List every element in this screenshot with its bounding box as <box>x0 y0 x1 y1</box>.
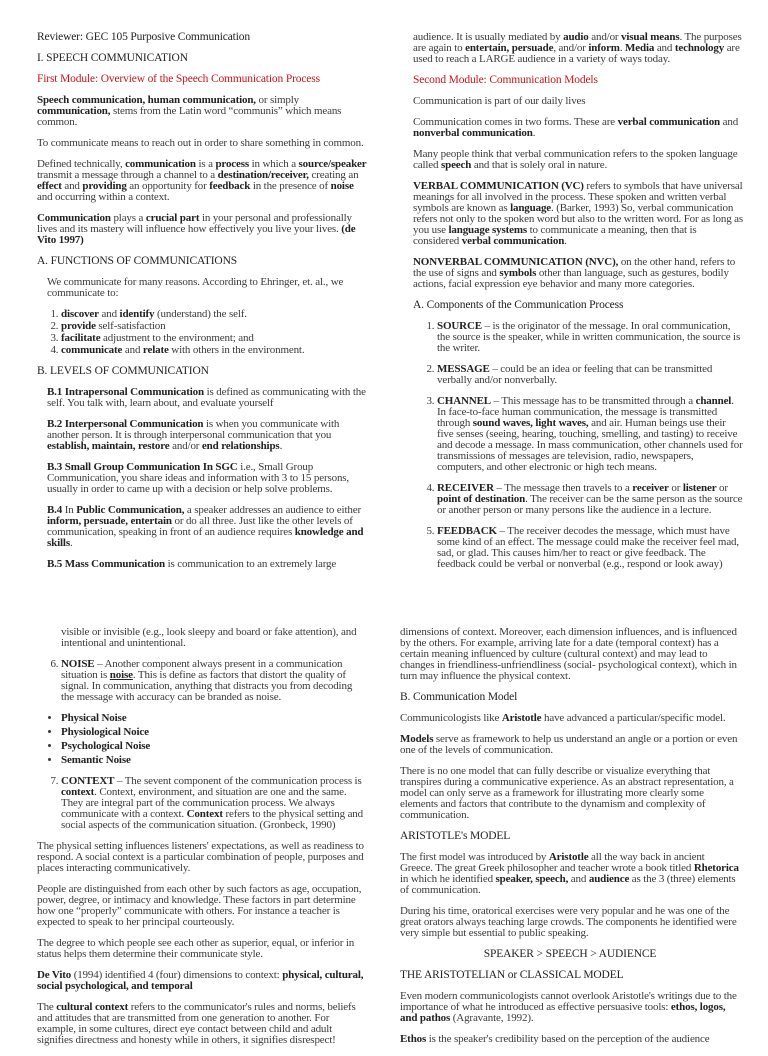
text-run: with others in the environment. <box>168 344 305 356</box>
text-run: and/or <box>588 31 622 43</box>
bold-term: language systems <box>448 224 528 236</box>
bold-term: discover <box>61 308 99 320</box>
text-run: B. LEVELS OF COMMUNICATION <box>37 365 209 377</box>
numbered-list <box>37 659 367 703</box>
text-run: In <box>62 504 77 516</box>
bold-term: inform <box>588 42 620 54</box>
list-item <box>61 713 367 724</box>
bold-term: Aristotle <box>548 851 589 863</box>
bold-term: Media <box>625 42 655 54</box>
bold-term: speech <box>440 159 472 171</box>
bold-term: noise <box>330 180 354 192</box>
text-run: transmit a message through a channel to a <box>37 169 218 181</box>
bold-term: verbal communication <box>617 116 721 128</box>
paragraph <box>37 884 367 928</box>
bold-term: Models <box>400 733 434 745</box>
text-run: and <box>654 42 675 54</box>
text-run: in which he identified <box>400 873 496 885</box>
paragraph <box>37 938 367 960</box>
text-run: or <box>668 482 683 494</box>
bold-term: SOURCE <box>437 320 482 332</box>
text-run: Even modern communicologists cannot overlook Aristotle's writings due to the importance of what he introduced as effective persuasive tools: <box>400 990 737 1013</box>
bold-term: feedback <box>209 180 251 192</box>
bold-term: speaker, speech, <box>495 873 569 885</box>
text-run: all the way back in ancient Greece. The great Greek philosopher and teacher wrote a book titled <box>400 851 705 874</box>
section-heading <box>37 366 367 377</box>
page-1-left-column <box>37 32 367 580</box>
bold-term: B.4 <box>47 504 63 516</box>
module-heading <box>413 75 743 86</box>
paragraph <box>400 713 740 724</box>
text-run: adjustment to the environment; and <box>100 332 254 344</box>
paragraph <box>400 991 740 1024</box>
text-run: or do all three. Just like the other levels of communication, speaking in front of an audience requires <box>47 515 353 538</box>
text-run: and/or <box>169 440 202 452</box>
paragraph <box>37 159 367 203</box>
text-run: and that is solely oral in nature. <box>471 159 608 171</box>
page-2-right-column <box>400 626 740 1045</box>
text-run: creating an <box>308 169 359 181</box>
bold-term: Public Communication, <box>76 504 185 516</box>
bold-term: receiver <box>632 482 669 494</box>
bold-term: Ethos <box>400 1033 427 1045</box>
bold-term: point of destination <box>437 493 526 505</box>
text-run: is communication to an extremely large <box>165 558 337 570</box>
text-run: visible or invisible (e.g., look sleepy and board or fake attention), and intentional and unintentional. <box>61 626 357 649</box>
bold-term: Context <box>186 808 223 820</box>
text-run: or <box>716 482 728 494</box>
bold-term: NONVERBAL COMMUNICATION (NVC), <box>413 256 619 268</box>
bold-term: NOISE <box>61 658 95 670</box>
text-run: – This message has to be transmitted through a <box>490 395 696 407</box>
paragraph <box>400 852 740 896</box>
bold-term: technology <box>674 42 725 54</box>
text-run: is defined as communicating with the self. You talk with, learn about, and evaluate yourself <box>47 386 366 409</box>
bold-term: effect <box>37 180 62 192</box>
text-run: Second Module: Communication Models <box>413 74 598 86</box>
bold-term: Physical Noise <box>61 712 127 724</box>
bold-term: symbols <box>499 267 537 279</box>
text-run: We communicate for many reasons. According to Ehringer, et. al., we communicate to: <box>47 276 344 299</box>
paragraph <box>400 766 740 821</box>
bold-term: provide <box>61 320 96 332</box>
text-run: , and/or <box>553 42 589 54</box>
text-run: – could be an idea or feeling that can be transmitted verbally and/or nonverbally. <box>437 363 713 386</box>
list-item <box>61 333 367 344</box>
bullet-list <box>37 713 367 766</box>
paragraph <box>400 734 740 756</box>
bold-term: ethos, logos, and pathos <box>400 1001 726 1024</box>
text-run: . <box>279 440 283 452</box>
text-run: – The receiver decodes the message, which must have some kind of an effect. The message could make the receiver feel mad, sad, or glad. This causes him/her to react or give feedback. The feedback could be verbal or nonverbal (e.g., respond or look away) <box>437 525 740 570</box>
paragraph <box>413 149 743 171</box>
text-run: – is the originator of the message. In oral communication, the source is the speaker, while in written communication, the source is the writer. <box>437 320 741 354</box>
text-run: . <box>564 235 567 247</box>
text-run: – The message then travels to a <box>493 482 633 494</box>
text-run: self-satisfaction <box>95 320 166 332</box>
bold-term: context <box>61 786 95 798</box>
text-run: During his time, oratorical exercises were very popular and he was one of the great orators always teaching large crowds. The components he identified were very simple but essential to public speaking. <box>400 905 737 939</box>
bold-term: noise <box>109 669 133 681</box>
bold-term: process <box>215 158 250 170</box>
bold-term: B.3 Small Group Communication In SGC <box>47 461 238 473</box>
list-item <box>61 309 367 320</box>
bold-term: MESSAGE <box>437 363 490 375</box>
text-run: ARISTOTLE's MODEL <box>400 830 511 842</box>
text-run: in the presence of <box>250 180 331 192</box>
text-run: (Agravante, 1992). <box>450 1012 534 1024</box>
bold-term: channel <box>695 395 732 407</box>
paragraph <box>37 970 367 992</box>
text-run: are used to reach a LARGE audience in a variety of ways today. <box>413 42 740 65</box>
text-run: on the other hand, refers to the use of signs and <box>413 256 736 279</box>
list-item <box>61 741 367 752</box>
paragraph <box>413 32 743 65</box>
bold-term: physical, cultural, social psychological, and temporal <box>37 969 364 992</box>
list-item <box>61 345 367 356</box>
paragraph <box>37 95 367 128</box>
text-run: in your personal and professionally lives and its mastery will influence how effectively you live your lives. <box>37 212 352 235</box>
bold-term: Speech communication, human communication, <box>37 94 256 106</box>
section-heading <box>413 300 743 311</box>
list-item <box>437 526 743 570</box>
bold-term: crucial part <box>145 212 200 224</box>
text-run: dimensions of context. Moreover, each dimension influences, and is influenced by the others. For example, arriving late for a date (temporal context) has a certain meaning influenced by culture (cultural context) and may lead to changes in friendliness-unfriendliness (social- psychological context), which in turn may influence the physical context. <box>400 626 737 682</box>
page-separator <box>0 606 768 620</box>
text-run: as the 3 (three) elements of communication. <box>400 873 736 896</box>
text-run: . <box>69 537 73 549</box>
text-run: or simply <box>255 94 300 106</box>
text-run: Defined technically, <box>37 158 126 170</box>
paragraph <box>413 257 743 290</box>
text-run: B. Communication Model <box>400 691 518 703</box>
bold-term: source/speaker <box>298 158 367 170</box>
text-run: I. SPEECH COMMUNICATION <box>37 52 188 64</box>
text-run: plays a <box>110 212 146 224</box>
paragraph <box>400 906 740 939</box>
text-run: and air. Human beings use their five senses (seeing, hearing, touching, smelling, and tasting) to receive and decode a message. In mass communication, other channels used for transmissions of messages are television, radio, newspapers, computers, and other electronic or high tech means. <box>437 417 743 473</box>
bold-term: language <box>510 202 552 214</box>
module-heading <box>37 74 367 85</box>
text-run: a speaker addresses an audience to either <box>184 504 361 516</box>
bold-term: nonverbal communication <box>413 127 533 139</box>
list-item <box>437 483 743 516</box>
bold-term: Physiological Noice <box>61 726 149 738</box>
page-1-right-column <box>413 32 743 580</box>
text-run: stems from the Latin word “communis” which means common. <box>37 105 342 128</box>
text-run: . The receiver can be the same person as the source or another person or many persons like the audience in a lecture. <box>437 493 743 516</box>
text-run: (1994) identified 4 (four) dimensions to context: <box>71 969 283 981</box>
text-run: and <box>568 873 589 885</box>
bold-term: communicate <box>61 344 123 356</box>
text-run: A. Components of the Communication Process <box>413 299 624 311</box>
paragraph <box>400 1034 740 1045</box>
text-run: is when you communicate with another person. It is through interpersonal communication that you <box>47 418 340 441</box>
bold-term: CONTEXT <box>61 775 115 787</box>
text-run: . (Barker, 1993) So, verbal communication refers not only to the spoken word but also to the written word. For as long as you use <box>413 202 744 236</box>
text-run: and <box>122 344 143 356</box>
bold-term: cultural context <box>56 1001 129 1013</box>
text-run: . <box>532 127 536 139</box>
list-item <box>437 396 743 473</box>
paragraph <box>413 96 743 107</box>
bold-term: listener <box>682 482 717 494</box>
text-run: Many people think that verbal communication refers to the spoken language called <box>413 148 738 171</box>
list-item <box>437 364 743 386</box>
list-item <box>61 727 367 738</box>
bold-term: CHANNEL <box>437 395 491 407</box>
list-item <box>437 321 743 354</box>
model-formula <box>400 949 740 960</box>
text-run: . Context, environment, and situation are one and the same. They are integral part of the communication process. We always communicate with a context. <box>61 786 347 820</box>
text-run: . This is define as factors that distort the quality of signal. In communication, anything that distracts you from decoding the message with accuracy can be branded as noise. <box>61 669 353 703</box>
list-item <box>61 776 367 831</box>
section-heading <box>37 32 367 43</box>
paragraph <box>37 419 367 452</box>
text-run: The first model was introduced by <box>400 851 549 863</box>
text-run: and <box>98 308 120 320</box>
text-run: Reviewer: GEC 105 Purposive Communication <box>37 31 250 43</box>
text-run: The physical setting influences listeners' expectations, as well as readiness to respond. A social context is a particular combination of people, purposes and places interacting communicatively. <box>37 840 364 874</box>
list-item <box>61 755 367 766</box>
text-run: and <box>61 180 83 192</box>
text-run: is a <box>195 158 216 170</box>
bold-term: audio <box>563 31 589 43</box>
text-run: Communicologists like <box>400 712 502 724</box>
bold-term: visual means <box>621 31 680 43</box>
bold-term: RECEIVER <box>437 482 494 494</box>
text-run: and occurring within a context. <box>37 191 170 203</box>
paragraph <box>37 627 367 649</box>
bold-term: relate <box>142 344 169 356</box>
text-run: Communication is part of our daily lives <box>413 95 586 107</box>
bold-term: inform, persuade, entertain <box>47 515 172 527</box>
text-run: – The sevent component of the communication process is <box>114 775 362 787</box>
numbered-list <box>413 321 743 570</box>
text-run: SPEAKER > SPEECH > AUDIENCE <box>483 948 657 960</box>
bold-term: FEEDBACK <box>437 525 497 537</box>
bold-term: establish, maintain, restore <box>47 440 170 452</box>
text-run: A. FUNCTIONS OF COMMUNICATIONS <box>37 255 237 267</box>
paragraph <box>37 462 367 495</box>
bold-term: sound waves, light waves, <box>472 417 589 429</box>
text-run: The <box>37 1001 57 1013</box>
text-run: audience. It is usually mediated by <box>413 31 564 43</box>
bold-term: (de Vito 1997) <box>37 223 356 246</box>
bold-term: communication, <box>37 105 111 117</box>
text-run: – Another component always present in a communication situation is <box>61 658 343 681</box>
text-run: have advanced a particular/specific model. <box>541 712 726 724</box>
text-run: People are distinguished from each other by such factors as age, occupation, power, degree, or intimacy and knowledge. These factors in part determine how one “properly” communicate with others. For instance a teacher is expected to speak to her principal courteously. <box>37 883 362 928</box>
bold-term: facilitate <box>61 332 101 344</box>
paragraph <box>413 117 743 139</box>
text-run: THE ARISTOTELIAN or CLASSICAL MODEL <box>400 969 624 981</box>
text-run: serve as framework to help us understand an angle or a portion or even one of the levels of communication. <box>400 733 738 756</box>
bold-term: VERBAL COMMUNICATION (VC) <box>413 180 584 192</box>
bold-term: Communication <box>37 212 111 224</box>
bold-term: Psychological Noise <box>61 740 151 752</box>
text-run: and <box>720 116 739 128</box>
text-run: refers to symbols that have universal meanings for all involved in the process. These spoken and written verbal symbols are known as <box>413 180 743 214</box>
section-heading <box>400 970 740 981</box>
paragraph <box>37 138 367 149</box>
text-run: i.e., Small Group Communication, you share ideas and information with 3 to 15 persons, usually in order to came up with a decision or help solve problems. <box>47 461 350 495</box>
text-run: refers to the communicator's rules and norms, beliefs and attitudes that are transmitted from one generation to another. For example, in some cultures, direct eye contact between child and adult signifies directness and honesty while in others, it signifies disrespect! <box>37 1001 356 1046</box>
text-run: The degree to which people see each other as superior, equal, or inferior in status helps them determine their communicate style. <box>37 937 355 960</box>
list-item <box>61 659 367 703</box>
text-run: (understand) the self. <box>154 308 247 320</box>
paragraph <box>37 387 367 409</box>
bold-term: entertain, persuade <box>465 42 554 54</box>
bold-term: providing <box>82 180 127 192</box>
text-run: in which a <box>249 158 299 170</box>
numbered-list <box>37 309 367 356</box>
paragraph <box>37 277 367 299</box>
text-run: To communicate means to reach out in order to share something in common. <box>37 137 364 149</box>
bold-term: verbal communication <box>461 235 565 247</box>
bold-term: Rhetorica <box>693 862 739 874</box>
bold-term: B.2 Interpersonal Communication <box>47 418 204 430</box>
text-run: First Module: Overview of the Speech Communication Process <box>37 73 320 85</box>
text-run: an opportunity for <box>126 180 210 192</box>
bold-term: B.1 Intrapersonal Communication <box>47 386 204 398</box>
bold-term: Semantic Noise <box>61 754 131 766</box>
bold-term: destination/receiver, <box>217 169 309 181</box>
section-heading <box>37 53 367 64</box>
section-heading <box>400 692 740 703</box>
section-heading <box>400 831 740 842</box>
paragraph <box>400 627 740 682</box>
paragraph <box>413 181 743 247</box>
bold-term: knowledge and skills <box>47 526 364 549</box>
text-run: refers to the physical setting and social aspects of the communication situation. (Gronbeck, 1990) <box>61 808 364 831</box>
text-run: . <box>619 42 626 54</box>
bold-term: Aristotle <box>501 712 542 724</box>
bold-term: communication <box>125 158 196 170</box>
text-run: other than language, such as gestures, bodily actions, facial expression eye behavior and many more categories. <box>413 267 729 290</box>
bold-term: B.5 Mass Communication <box>47 558 166 570</box>
bold-term: identify <box>119 308 155 320</box>
text-run: . The purposes are again to <box>413 31 742 54</box>
paragraph <box>37 505 367 549</box>
paragraph <box>37 841 367 874</box>
section-heading <box>37 256 367 267</box>
text-run: . In face-to-face human communication, the message is transmitted through <box>437 395 734 429</box>
paragraph <box>37 213 367 246</box>
text-run: Communication comes in two forms. These are <box>413 116 618 128</box>
text-run: There is no one model that can fully describe or visualize everything that transpires during a communicative experience. As an abstract representation, a model can only serve as a framework for illustrating more clearly some elements and factors that contribute to the dynamism and complexity of communication. <box>400 765 734 821</box>
list-item <box>61 321 367 332</box>
text-run: to communicate a meaning, then that is considered <box>413 224 697 247</box>
bold-term: end relationships <box>201 440 280 452</box>
bold-term: audience <box>588 873 630 885</box>
paragraph <box>37 559 367 570</box>
bold-term: De Vito <box>37 969 72 981</box>
page-2-left-column <box>37 627 367 1056</box>
text-run: is the speaker's credibility based on the perception of the audience <box>426 1033 710 1045</box>
paragraph <box>37 1002 367 1046</box>
numbered-list <box>37 776 367 831</box>
